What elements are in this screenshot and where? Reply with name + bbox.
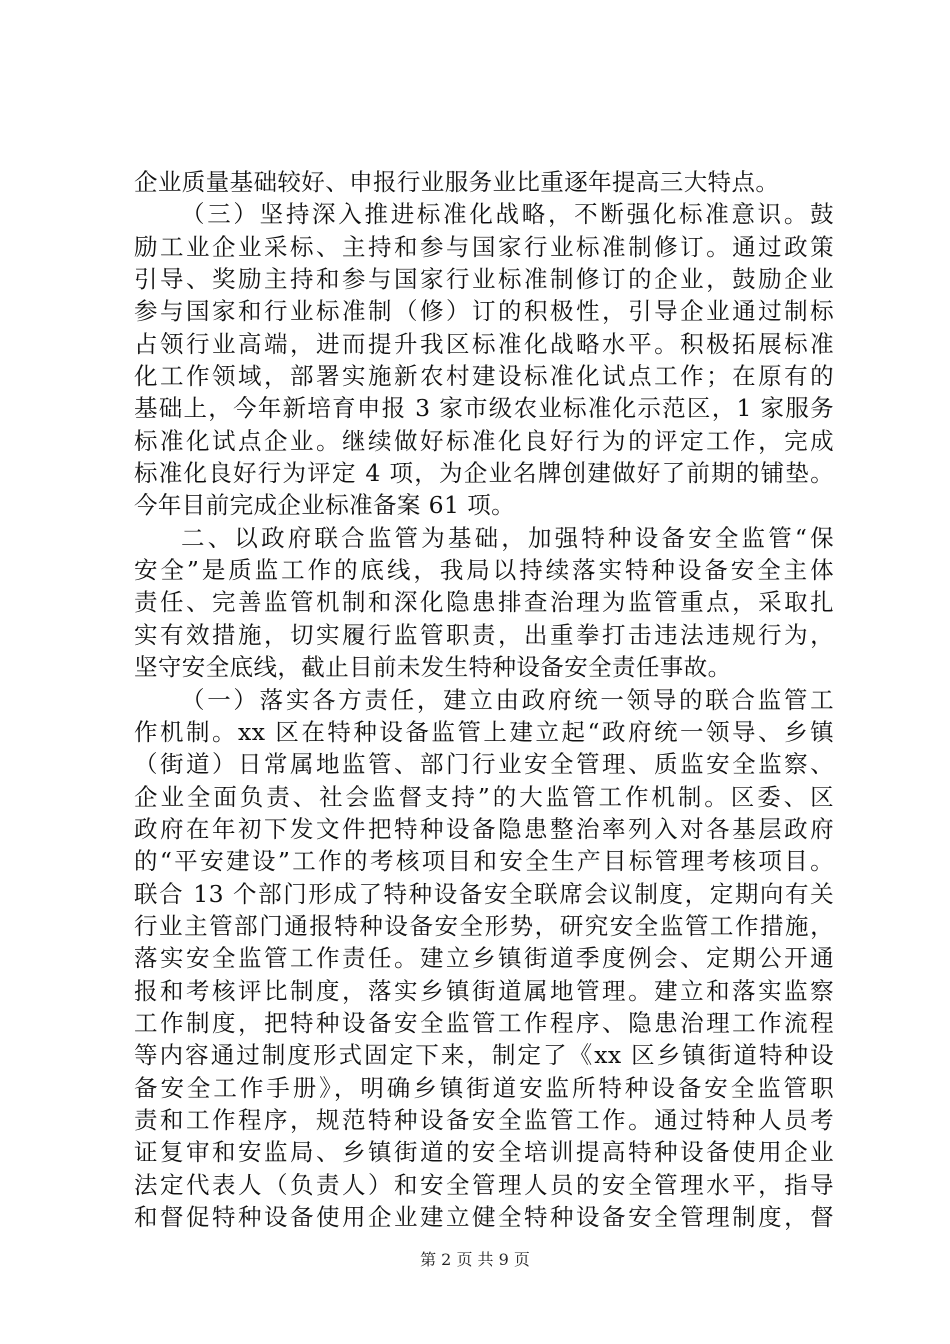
text-line: 落实安全监管工作责任。建立乡镇街道季度例会、定期公开通 xyxy=(134,944,834,973)
text-line: 二、以政府联合监管为基础，加强特种设备安全监管“保 xyxy=(181,523,834,552)
text-line: 的“平安建设”工作的考核项目和安全生产目标管理考核项目。 xyxy=(134,847,834,876)
text-line: 法定代表人（负责人）和安全管理人员的安全管理水平，指导 xyxy=(134,1170,834,1199)
text-line: 实有效措施，切实履行监管职责，出重拳打击违法违规行为， xyxy=(134,620,834,649)
text-line: 占领行业高端，进而提升我区标准化战略水平。积极拓展标准 xyxy=(134,329,834,358)
text-line: 报和考核评比制度，落实乡镇街道属地管理。建立和落实监察 xyxy=(134,976,834,1005)
text-line: 今年目前完成企业标准备案 61 项。 xyxy=(134,491,516,520)
text-line: 等内容通过制度形式固定下来，制定了《xx 区乡镇街道特种设 xyxy=(134,1041,834,1070)
text-line: （街道）日常属地监管、部门行业安全管理、质监安全监察、 xyxy=(134,750,834,779)
text-line: （一）落实各方责任，建立由政府统一领导的联合监管工 xyxy=(181,685,834,714)
text-line: 政府在年初下发文件把特种设备隐患整治率列入对各基层政府 xyxy=(134,814,834,843)
page-footer: 第 2 页 共 9 页 xyxy=(420,1250,530,1269)
text-line: 励工业企业采标、主持和参与国家行业标准制修订。通过政策 xyxy=(134,232,834,261)
text-line: 企业质量基础较好、申报行业服务业比重逐年提高三大特点。 xyxy=(134,168,780,196)
text-line: 和督促特种设备使用企业建立健全特种设备安全管理制度，督 xyxy=(134,1203,834,1231)
text-line: 责任、完善监管机制和深化隐患排查治理为监管重点，采取扎 xyxy=(134,588,834,617)
text-line: 基础上，今年新培育申报 3 家市级农业标准化示范区，1 家服务 xyxy=(134,394,834,423)
text-line: 标准化良好行为评定 4 项，为企业名牌创建做好了前期的铺垫。 xyxy=(134,459,834,488)
text-line: 证复审和安监局、乡镇街道的安全培训提高特种设备使用企业 xyxy=(134,1138,834,1167)
text-line: 行业主管部门通报特种设备安全形势，研究安全监管工作措施， xyxy=(134,911,834,940)
text-line: 联合 13 个部门形成了特种设备安全联席会议制度，定期向有关 xyxy=(134,879,834,908)
text-line: （三）坚持深入推进标准化战略，不断强化标准意识。鼓 xyxy=(181,200,834,229)
text-line: 企业全面负责、社会监督支持”的大监管工作机制。区委、区 xyxy=(134,782,834,811)
document-body xyxy=(134,166,834,1233)
text-line: 参与国家和行业标准制（修）订的积极性，引导企业通过制标 xyxy=(134,297,834,326)
text-line: 化工作领域，部署实施新农村建设标准化试点工作；在原有的 xyxy=(134,362,834,391)
text-line: 引导、奖励主持和参与国家行业标准制修订的企业，鼓励企业 xyxy=(134,265,834,294)
text-line: 作机制。xx 区在特种设备监管上建立起“政府统一领导、乡镇 xyxy=(134,717,834,746)
text-line: 坚守安全底线，截止目前未发生特种设备安全责任事故。 xyxy=(134,653,732,682)
text-line: 责和工作程序，规范特种设备安全监管工作。通过特种人员考 xyxy=(134,1105,834,1134)
text-line: 备安全工作手册》，明确乡镇街道安监所特种设备安全监管职 xyxy=(134,1073,834,1102)
text-line: 标准化试点企业。继续做好标准化良好行为的评定工作，完成 xyxy=(134,426,834,455)
text-line: 安全”是质监工作的底线，我局以持续落实特种设备安全主体 xyxy=(134,556,834,585)
text-line: 工作制度，把特种设备安全监管工作程序、隐患治理工作流程 xyxy=(134,1008,834,1037)
